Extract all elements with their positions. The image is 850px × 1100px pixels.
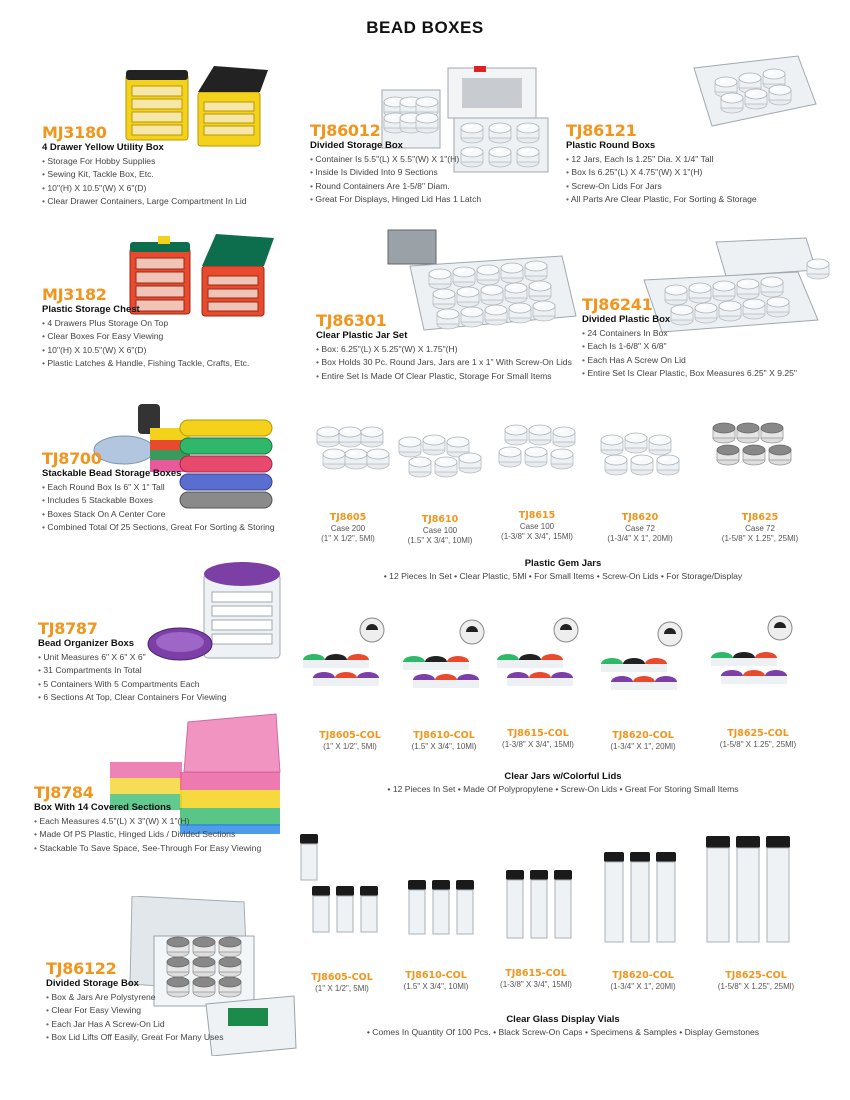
jar-size: (1-3/4" X 1", 20Ml) — [607, 534, 673, 543]
feature-item: • 31 Compartments In Total — [38, 664, 227, 677]
feature-list — [582, 327, 797, 381]
jar-code: TJ8625-COL — [727, 728, 789, 739]
jar-size: (1-5/8" X 1.25", 25Ml) — [721, 534, 799, 543]
vial-code: TJ8605-COL — [311, 972, 373, 983]
feature-item: • Box Is 6.25"(L) X 4.75"(W) X 1"(H) — [566, 166, 757, 179]
section-description: • 12 Pieces In Set • Clear Plastic, 5Ml • For Small Items • Screw-On Lids • For Storage/Display — [383, 571, 743, 581]
jar-code: TJ8615 — [518, 510, 556, 521]
product-name: Stackable Bead Storage Boxes — [42, 468, 182, 479]
feature-list — [316, 343, 572, 383]
jar-size: (1-5/8" X 1.25", 25Ml) — [719, 740, 797, 749]
product-name: Divided Storage Box — [310, 140, 403, 151]
vials-section — [138, 1013, 850, 1038]
section-description: • 12 Pieces In Set • Made Of Polypropylene • Screw-On Lids • Great For Storing Small Items — [387, 784, 739, 794]
product-name: 4 Drawer Yellow Utility Box — [42, 142, 164, 153]
feature-item: • Combined Total Of 25 Sections, Great For Sorting & Storing — [42, 521, 275, 534]
feature-item: • Plastic Latches & Handle, Fishing Tackle, Crafts, Etc. — [42, 357, 249, 370]
feature-item: • 4 Drawers Plus Storage On Top — [42, 317, 249, 330]
feature-item: • 5 Containers With 5 Compartments Each — [38, 678, 227, 691]
feature-item: • Inside Is Divided Into 9 Sections — [310, 166, 481, 179]
product-mj3182 — [42, 286, 249, 371]
jar-size: (1.5" X 3/4", 10Ml) — [411, 742, 477, 751]
product-code: TJ8784 — [34, 783, 94, 802]
gem-jars-section — [138, 557, 850, 582]
product-name: Divided Plastic Box — [582, 314, 671, 325]
jar-size: (1-3/8" X 3/4", 15Ml) — [501, 532, 573, 541]
feature-item: • 10"(H) X 10.5"(W) X 6"(D) — [42, 182, 247, 195]
product-tj86121 — [566, 122, 757, 207]
feature-item: • Screw-On Lids For Jars — [566, 180, 757, 193]
feature-list — [34, 815, 261, 855]
gem-jar-tj8605 — [300, 512, 396, 544]
vial-tj8625-col — [700, 970, 812, 992]
gem-jar-tj8610 — [390, 514, 490, 546]
vial-code: TJ8625-COL — [725, 970, 787, 981]
vial-code: TJ8615-COL — [505, 968, 567, 979]
feature-item: • Box Holds 30 Pc. Round Jars, Jars are 1 x 1" With Screw-On Lids — [316, 356, 572, 369]
product-name: Plastic Round Boxs — [566, 140, 656, 151]
page-title: BEAD BOXES — [366, 18, 484, 37]
vial-code: TJ8620-COL — [612, 970, 674, 981]
product-code: TJ86122 — [46, 959, 117, 978]
product-name: Plastic Storage Chest — [42, 304, 140, 315]
product-code: TJ86121 — [566, 121, 637, 140]
product-code: TJ86301 — [316, 311, 387, 330]
feature-item: • Box Lid Lifts Off Easily, Great For Many Uses — [46, 1031, 224, 1044]
product-code: TJ86012 — [310, 121, 381, 140]
product-tj8787 — [38, 620, 227, 705]
jar-code: TJ8625 — [741, 512, 779, 523]
jar-case: Case 100 — [422, 526, 458, 535]
feature-item: • Clear For Easy Viewing — [46, 1004, 224, 1017]
jar-code: TJ8605-COL — [319, 730, 381, 741]
feature-item: • Box & Jars Are Polystyrene — [46, 991, 224, 1004]
jar-size: (1-3/4" X 1", 20Ml) — [610, 742, 676, 751]
product-name: Clear Plastic Jar Set — [316, 330, 408, 341]
product-code: MJ3182 — [42, 285, 107, 304]
jar-code: TJ8620 — [621, 512, 659, 523]
jar-code: TJ8605 — [329, 512, 367, 523]
feature-item: • Each Has A Screw On Lid — [582, 354, 797, 367]
feature-item: • Clear Boxes For Easy Viewing — [42, 330, 249, 343]
feature-item: • All Parts Are Clear Plastic, For Sorting & Storage — [566, 193, 757, 206]
feature-item: • Box: 6.25"(L) X 5.25"(W) X 1.75"(H) — [316, 343, 572, 356]
vial-size: (1" X 1/2", 5Ml) — [315, 984, 369, 993]
jar-size: (1-3/8" X 3/4", 15Ml) — [502, 740, 574, 749]
feature-item: • Container Is 5.5"(L) X 5.5"(W) X 1"(H) — [310, 153, 481, 166]
gem-jars-images — [300, 412, 820, 492]
vial-size: (1-3/4" X 1", 20Ml) — [610, 982, 676, 991]
jar-code: TJ8610 — [421, 514, 459, 525]
feature-item: • Entire Set Is Made Of Clear Plastic, Storage For Small Items — [316, 370, 572, 383]
feature-item: • Round Containers Are 1-5/8" Diam. — [310, 180, 481, 193]
vials-images — [300, 834, 820, 964]
feature-item: • Each Jar Has A Screw-On Lid — [46, 1018, 224, 1031]
vial-tj8610-col — [386, 970, 486, 992]
vial-size: (1.5" X 3/4", 10Ml) — [403, 982, 469, 991]
feature-list — [566, 153, 757, 207]
feature-list — [310, 153, 481, 207]
color-jar-tj8615-col — [484, 728, 592, 750]
feature-item: • Stackable To Save Space, See-Through For Easy Viewing — [34, 842, 261, 855]
jar-case: Case 72 — [745, 524, 775, 533]
jar-case: Case 72 — [625, 524, 655, 533]
feature-item: • Great For Displays, Hinged Lid Has 1 Latch — [310, 193, 481, 206]
feature-list — [38, 651, 227, 705]
jar-code: TJ8620-COL — [612, 730, 674, 741]
jar-size: (1" X 1/2", 5Ml) — [323, 742, 377, 751]
feature-item: • Entire Set Is Clear Plastic, Box Measures 6.25" X 9.25" — [582, 367, 797, 380]
feature-list — [42, 481, 275, 535]
product-name: Box With 14 Covered Sections — [34, 802, 172, 813]
section-heading: Clear Glass Display Vials — [506, 1014, 620, 1025]
color-jars-images — [300, 610, 820, 710]
color-jar-tj8620-col — [590, 730, 696, 752]
vial-tj8615-col — [482, 968, 590, 990]
product-mj3180 — [42, 124, 247, 209]
feature-item: • Each Round Box Is 6" X 1" Tall — [42, 481, 275, 494]
jar-size: (1" X 1/2", 5Ml) — [321, 534, 375, 543]
product-name: Bead Organizer Boxs — [38, 638, 135, 649]
section-heading: Plastic Gem Jars — [524, 558, 602, 569]
product-tj8700 — [42, 450, 275, 535]
gem-jar-tj8620 — [586, 512, 694, 544]
tj86121-image — [690, 54, 820, 130]
product-name: Divided Storage Box — [46, 978, 139, 989]
feature-item: • Storage For Hobby Supplies — [42, 155, 247, 168]
jar-code: TJ8615-COL — [507, 728, 569, 739]
feature-item: • Sewing Kit, Tackle Box, Etc. — [42, 168, 247, 181]
jar-case: Case 100 — [519, 522, 555, 531]
feature-item: • Each Is 1-6/8" X 6/8" — [582, 340, 797, 353]
feature-item: • 6 Sections At Top, Clear Containers For Viewing — [38, 691, 227, 704]
section-heading: Clear Jars w/Colorful Lids — [504, 771, 622, 782]
jar-size: (1.5" X 3/4", 10Ml) — [407, 536, 473, 545]
section-description: • Comes In Quantity Of 100 Pcs. • Black Screw-On Caps • Specimens & Samples • Display Gemstones — [366, 1027, 760, 1037]
product-tj86301 — [316, 312, 572, 383]
color-jar-tj8610-col — [394, 730, 494, 752]
gem-jar-tj8615 — [484, 510, 590, 542]
product-code: MJ3180 — [42, 123, 107, 142]
product-tj86012 — [310, 122, 481, 207]
feature-item: • Unit Measures 6" X 6" X 6" — [38, 651, 227, 664]
feature-item: • Each Measures 4.5"(L) X 3"(W) X 1"(H) — [34, 815, 261, 828]
product-code: TJ8700 — [42, 449, 102, 468]
feature-list — [42, 317, 249, 371]
feature-item: • Boxes Stack On A Center Core — [42, 508, 275, 521]
feature-list — [42, 155, 247, 209]
feature-item: • Includes 5 Stackable Boxes — [42, 494, 275, 507]
color-jar-tj8605-col — [300, 730, 400, 752]
feature-item: • 12 Jars, Each Is 1.25" Dia. X 1/4" Tall — [566, 153, 757, 166]
color-jars-section — [138, 770, 850, 795]
jar-case: Case 200 — [330, 524, 366, 533]
vial-tj8605-col — [292, 972, 392, 994]
jar-code: TJ8610-COL — [413, 730, 475, 741]
gem-jar-tj8625 — [704, 512, 816, 544]
feature-item: • Clear Drawer Containers, Large Compartment In Lid — [42, 195, 247, 208]
vial-size: (1-5/8" X 1.25", 25Ml) — [717, 982, 795, 991]
vial-code: TJ8610-COL — [405, 970, 467, 981]
feature-item: • Made Of PS Plastic, Hinged Lids / Divided Sections — [34, 828, 261, 841]
feature-item: • 24 Containers In Box — [582, 327, 797, 340]
vial-tj8620-col — [590, 970, 696, 992]
product-code: TJ86241 — [582, 295, 653, 314]
feature-item: • 10"(H) X 10.5"(W) X 6"(D) — [42, 344, 249, 357]
vial-size: (1-3/8" X 3/4", 15Ml) — [500, 980, 572, 989]
color-jar-tj8625-col — [702, 728, 814, 750]
product-tj86241 — [582, 296, 797, 381]
product-code: TJ8787 — [38, 619, 98, 638]
